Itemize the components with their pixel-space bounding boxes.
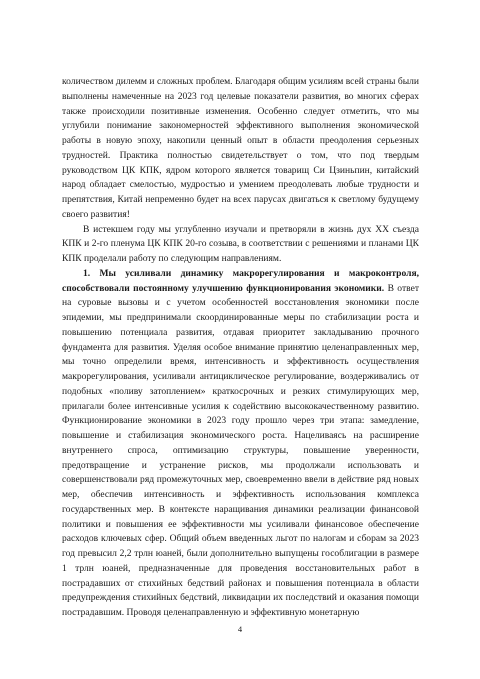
paragraph-3 (62, 267, 419, 621)
document-page (62, 75, 419, 635)
page-number: 4 (237, 624, 243, 634)
paragraph-1-text: количеством дилемм и сложных проблем. Благодаря общим усилиям всей страны были выполнены намеченные на 2023 год целевые показатели развития, во многих сферах также происходили позитивные изменения. Особенно следует отметить, что мы углубили понимание закономерностей эффективного выполнения экономической работы в новую эпоху, накопили ценный опыт в области преодоления серьезных трудностей. Практика полностью свидетельствует о том, что под твердым руководством ЦК КПК, ядром которого является товарищ Си Цзиньпин, китайский народ обладает смелостью, мудростью и умением преодолевать любые трудности и препятствия, Китай непременно будет на всех парусах двигаться к светлому будущему своего развития! (62, 76, 419, 220)
section-heading: 1. Мы усиливали динамику макрорегулирования и макроконтроля, способствовали постоянному улучшению функционирования экономики. (62, 267, 419, 294)
paragraph-2-text: В истекшем году мы углубленно изучали и претворяли в жизнь дух XX съезда КПК и 2-го пленума ЦК КПК 20-го созыва, в соответствии с решениями и планами ЦК КПК проделали работу по следующим направлениям. (62, 223, 419, 264)
paragraph-2 (62, 223, 419, 267)
paragraph-3-text: В ответ на суровые вызовы и с учетом особенностей восстановления экономики после эпидемии, мы предпринимали скоординированные меры по стабилизации роста и повышению потенциала развития, отдавая приоритет закладыванию прочного фундамента для развития. Уделяя особое внимание принятию целенаправленных мер, мы точно определили время, интенсивность и эффективность осуществления макрорегулирования, усиливали антициклическое регулирование, воздерживались от подобных «поливу затоплением» краткосрочных и резких стимулирующих мер, прилагали более интенсивные усилия к содействию высококачественному развитию. Функционирование экономики в 2023 году прошло через три этапа: замедление, повышение и стабилизация экономического роста. Нацеливаясь на расширение внутреннего спроса, оптимизацию структуры, повышение уверенности, предотвращение и устранение рисков, мы продолжали использовать и совершенствовали ряд промежуточных мер, своевременно ввели в действие ряд новых мер, обеспечив интенсивность и эффективность использования комплекса государственных мер. В контексте наращивания динамики реализации финансовой политики и повышения ее эффективности мы усиливали финансовое обеспечение расходов ключевых сфер. Общий объем введенных льгот по налогам и сборам за 2023 год превысил 2,2 трлн юаней, были дополнительно выпущены гособлигации в размере 1 трлн юаней, предназначенные для проведения восстановительных работ в пострадавших от стихийных бедствий районах и повышения потенциала в области предупреждения стихийных бедствий, ликвидации их последствий и оказания помощи пострадавшим. Проводя целенаправленную и эффективную монетарную (62, 282, 419, 618)
paragraph-1 (62, 75, 419, 223)
